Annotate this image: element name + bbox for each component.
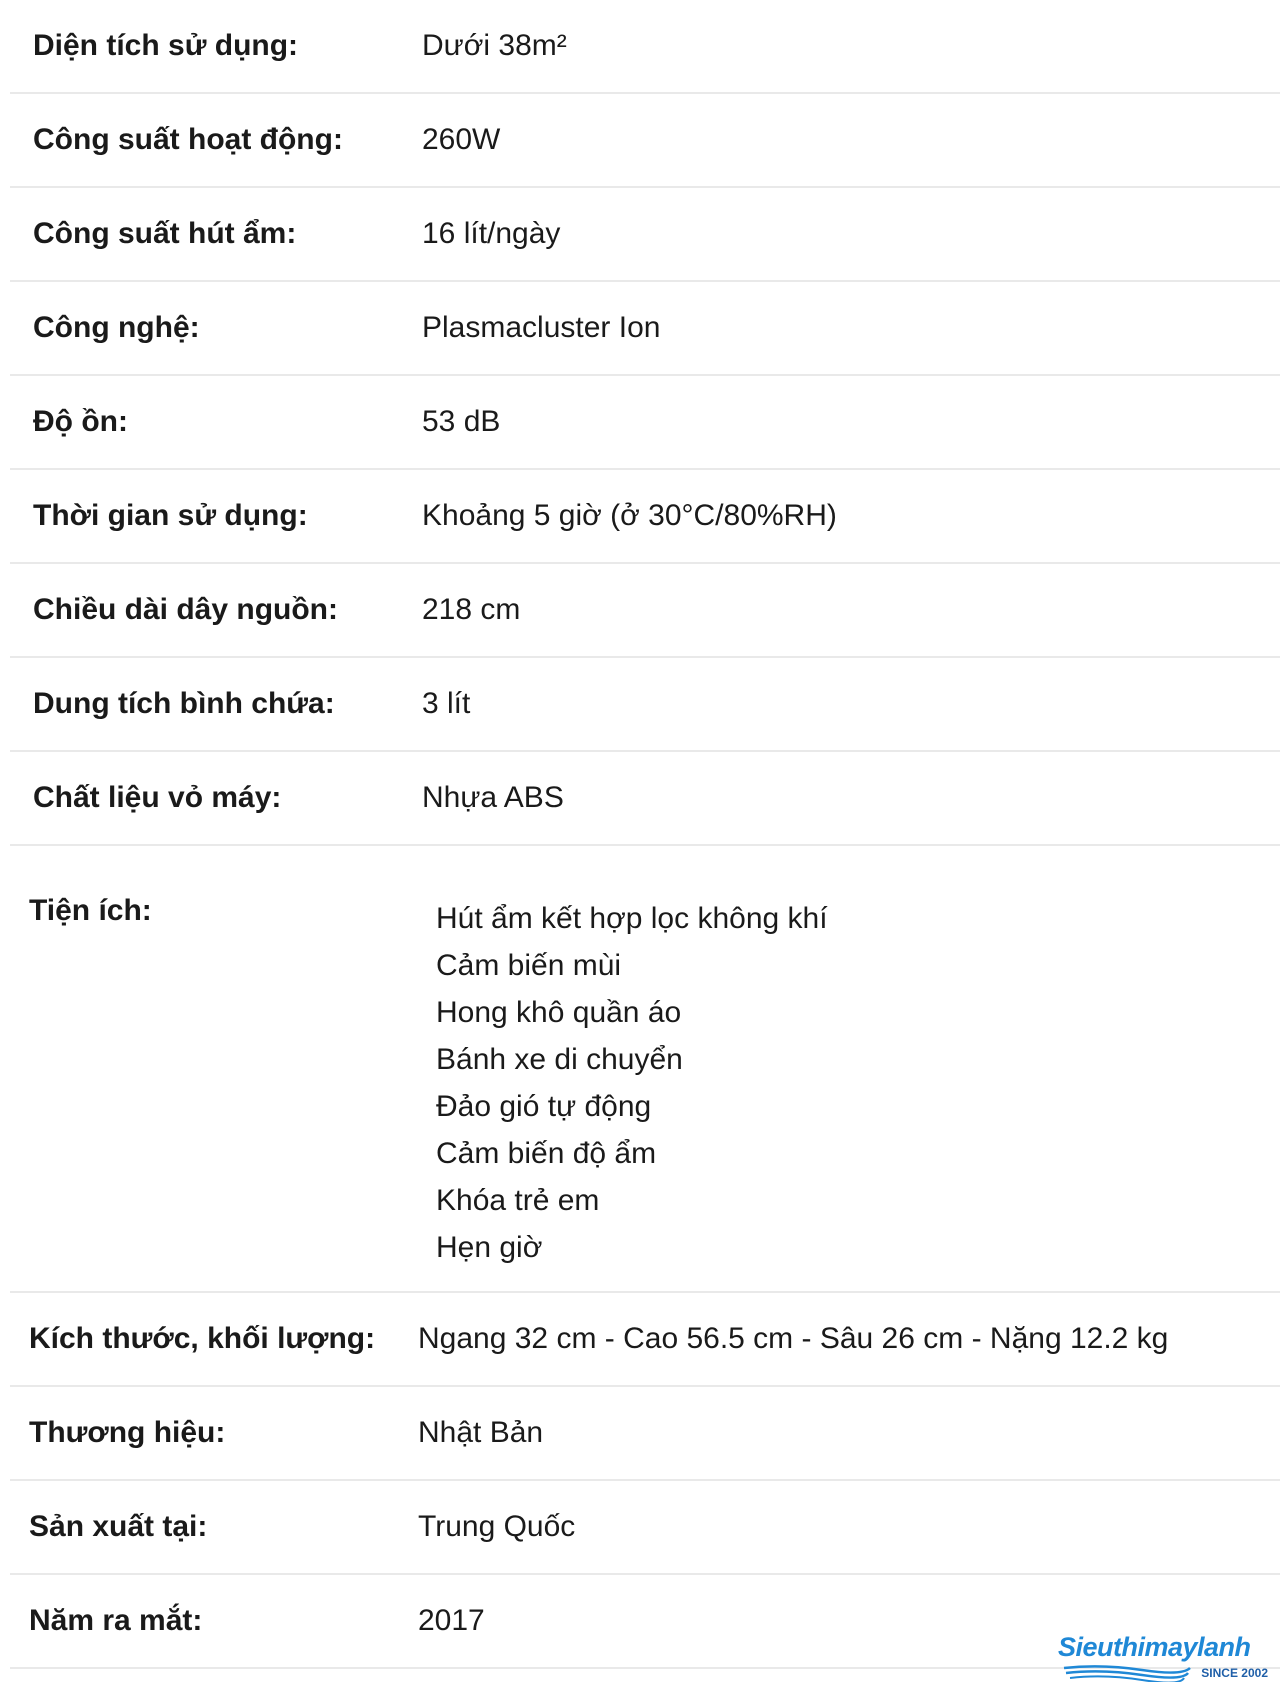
spec-row-made-in: [10, 1481, 1280, 1575]
spec-label: Sản xuất tại:: [29, 1510, 208, 1543]
spec-row-dehumidify: [10, 188, 1280, 282]
spec-label: Độ ồn:: [33, 405, 128, 438]
spec-label: Kích thước, khối lượng:: [29, 1322, 376, 1355]
spec-row-tank-capacity: [10, 658, 1280, 752]
spec-label: Công nghệ:: [33, 311, 200, 344]
feature-list-wrap: [436, 895, 828, 1271]
spec-label: Chiều dài dây nguồn:: [33, 593, 338, 626]
feature-item: Đảo gió tự động: [436, 1090, 652, 1123]
spec-value: Plasmacluster Ion: [422, 311, 661, 344]
feature-item: Hong khô quần áo: [436, 996, 682, 1029]
spec-row-power: [10, 94, 1280, 188]
spec-value: 53 dB: [422, 405, 501, 438]
spec-label: Năm ra mắt:: [29, 1604, 203, 1637]
spec-label: Thương hiệu:: [29, 1416, 226, 1449]
watermark-logo: [1058, 1632, 1272, 1684]
feature-item: Cảm biến mùi: [436, 949, 622, 982]
spec-row-technology: [10, 282, 1280, 376]
spec-row-brand: [10, 1387, 1280, 1481]
spec-value: 218 cm: [422, 593, 521, 626]
spec-value: Trung Quốc: [418, 1510, 576, 1543]
spec-row-cord-length: [10, 564, 1280, 658]
spec-value: Nhật Bản: [418, 1416, 544, 1449]
feature-item: Hẹn giờ: [436, 1231, 543, 1264]
spec-value: 2017: [418, 1604, 485, 1637]
spec-row-dimensions: [10, 1293, 1280, 1387]
spec-value: Ngang 32 cm - Cao 56.5 cm - Sâu 26 cm - Nặng 12.2 kg: [418, 1322, 1169, 1355]
spec-row-features: [10, 846, 1280, 1293]
feature-item: Bánh xe di chuyển: [436, 1043, 683, 1076]
spec-label: Chất liệu vỏ máy:: [33, 781, 282, 814]
spec-table: [10, 0, 1280, 1669]
spec-row-area: [10, 0, 1280, 94]
spec-value: Khoảng 5 giờ (ở 30°C/80%RH): [422, 499, 837, 532]
spec-value: 3 lít: [422, 687, 471, 720]
spec-value: 16 lít/ngày: [422, 217, 561, 250]
feature-item: Hút ẩm kết hợp lọc không khí: [436, 902, 828, 935]
spec-value: Nhựa ABS: [422, 781, 564, 814]
spec-label: Công suất hút ẩm:: [33, 217, 297, 250]
feature-list: [436, 895, 828, 1271]
spec-value: Dưới 38m²: [422, 29, 567, 62]
spec-label: Công suất hoạt động:: [33, 123, 343, 156]
logo-brand-text: Sieuthimaylanh: [1058, 1632, 1251, 1662]
spec-row-material: [10, 752, 1280, 846]
logo-since-text: SINCE 2002: [1201, 1666, 1268, 1680]
spec-label: Tiện ích:: [29, 894, 152, 927]
spec-row-usage-time: [10, 470, 1280, 564]
spec-label: Diện tích sử dụng:: [33, 29, 299, 62]
feature-item: Cảm biến độ ẩm: [436, 1137, 657, 1170]
wave-icon: [1062, 1662, 1192, 1682]
feature-item: Khóa trẻ em: [436, 1184, 600, 1217]
spec-label: Dung tích bình chứa:: [33, 687, 335, 720]
spec-value: 260W: [422, 123, 501, 156]
spec-label: Thời gian sử dụng:: [33, 499, 308, 532]
spec-row-noise: [10, 376, 1280, 470]
